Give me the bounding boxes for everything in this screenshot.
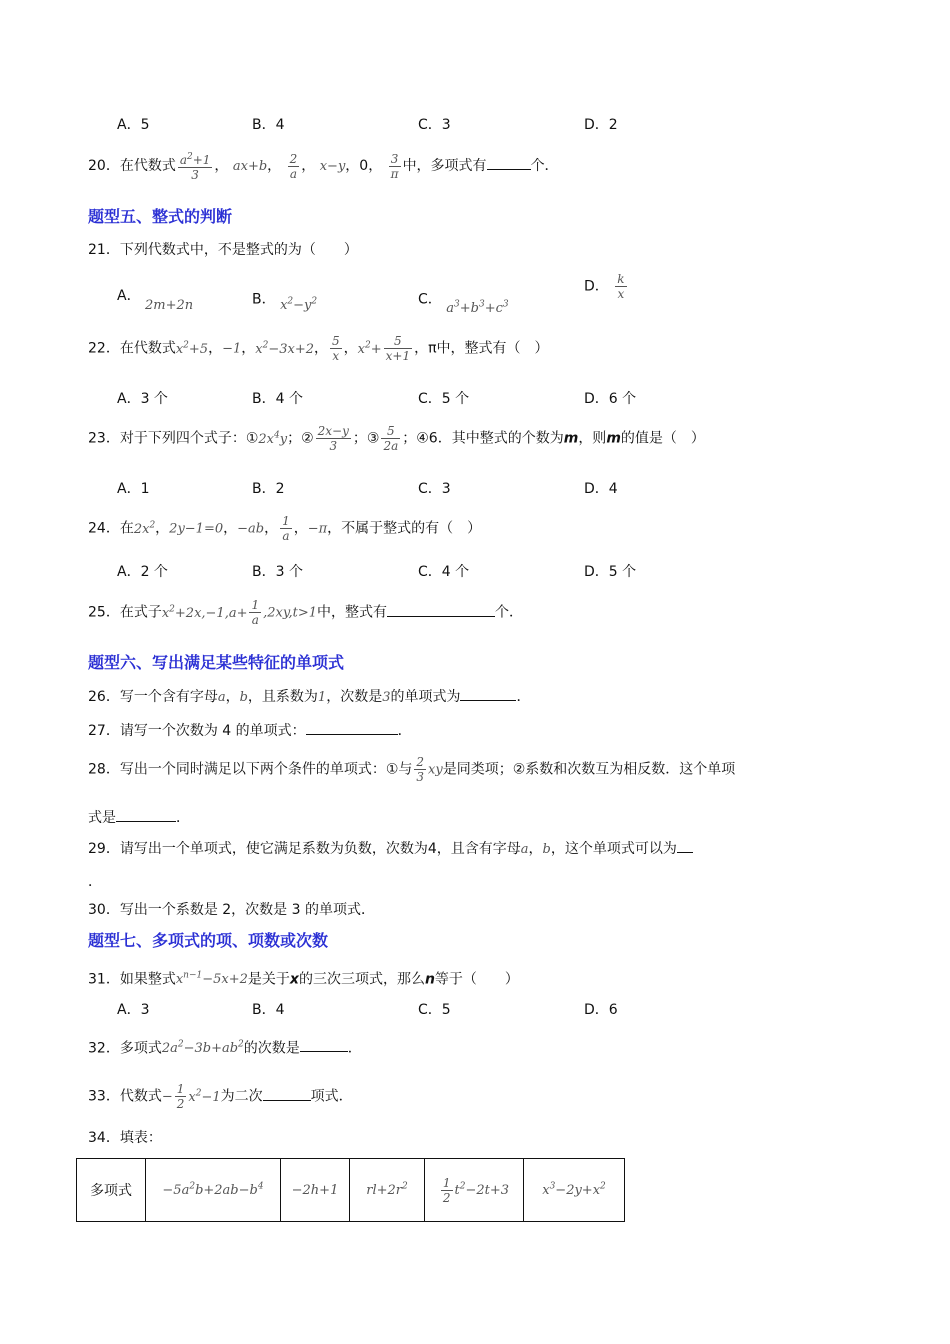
q31-option-a: A．3 — [117, 1002, 150, 1018]
q24-option-d: D．5 个 — [584, 564, 637, 580]
question-27: 27．请写一个次数为 4 的单项式： ． — [88, 720, 412, 741]
q21-option-c: C． $a^3+b^3+c^3$ — [418, 291, 509, 317]
question-30: 30．写出一个系数是 2，次数是 3 的单项式． — [88, 902, 375, 918]
q24-option-a: A．2 个 — [117, 564, 168, 580]
q19-option-d: D．2 — [584, 117, 618, 133]
table-cell: −2h+1 — [281, 1159, 350, 1222]
question-32: 32．多项式$2a^2-3b+ab^2$的次数是 ． — [88, 1035, 362, 1059]
q22-option-b: B．4 个 — [252, 391, 303, 407]
q24-option-b: B．3 个 — [252, 564, 303, 580]
question-29: 29．请写出一个单项式，使它满足系数为负数，次数为4，且含有字母a，b，这个单项式可以为 — [88, 838, 693, 860]
q31-option-d: D．6 — [584, 1002, 618, 1018]
question-28-line1: 28．写出一个同时满足以下两个条件的单项式：①与 $\frac{2}{3}$ xy是同类项；②系数和次数互为相反数．这个单项 — [88, 755, 736, 784]
table-header-cell: 多项式 — [77, 1159, 146, 1222]
q23-option-d: D．4 — [584, 481, 618, 497]
q23-option-a: A．1 — [117, 481, 150, 497]
table-cell: $x^3-2y+x^2$ — [524, 1159, 625, 1222]
q22-option-d: D．6 个 — [584, 391, 637, 407]
q22-option-a: A．3 个 — [117, 391, 168, 407]
table-cell: $rl+2r^2$ — [350, 1159, 425, 1222]
q31-option-b: B．4 — [252, 1002, 285, 1018]
question-23: 23．对于下列四个式子：$①2x^4y$；② $\frac{2x-y}{3}$ ；③ $\frac{5}{2a}$ ；④6．其中整式的个数为m，则m的值是（ ） — [88, 424, 705, 453]
question-34: 34．填表： — [88, 1130, 162, 1146]
question-21: 21．下列代数式中，不是整式的为（ ） — [88, 242, 358, 258]
question-20: 20．在代数式 $\frac{a^2+1}{3}$ ， ax+b， $\frac{2}{a}$ ， x−y，0， $\frac{3}{\pi}$ 中，多项式有 个． — [88, 151, 559, 182]
question-31: 31．如果整式$x^{n-1}-5x+2$是关于x的三次三项式，那么n等于（ ） — [88, 971, 519, 988]
q21-option-d: D． $\frac{k}{x}$ — [584, 272, 625, 301]
polynomial-table — [76, 1158, 625, 1222]
question-28-line2: 式是 ． — [88, 807, 190, 828]
q21-option-a: A． 2m+2n — [117, 288, 194, 313]
section-6-heading: 题型六、写出满足某些特征的单项式 — [88, 653, 345, 672]
q24-option-c: C．4 个 — [418, 564, 470, 580]
q19-option-c: C．3 — [418, 117, 451, 133]
q19-option-a: A．5 — [117, 117, 150, 133]
section-7-heading: 题型七、多项式的项、项数或次数 — [88, 931, 329, 950]
question-25: 25．在式子$x^2+2x,-1,a+$ $\frac{1}{a}$ ,2xy,t>1中，整式有 个． — [88, 598, 523, 627]
q23-option-c: C．3 — [418, 481, 451, 497]
question-29-end: ． — [88, 874, 102, 890]
q31-option-c: C．5 — [418, 1002, 451, 1018]
q22-option-c: C．5 个 — [418, 391, 470, 407]
question-33: 33．代数式− $\frac{1}{2}$ $x^2-1$为二次 项式． — [88, 1082, 353, 1111]
q21-option-b: B． $x^2-y^2$ — [252, 291, 318, 314]
question-24: 24．在$2x^2$，2y−1=0，−ab， $\frac{1}{a}$ ，−π，不属于整式的有（ ） — [88, 514, 482, 543]
table-cell: $-5a^2b+2ab-b^4$ — [146, 1159, 281, 1222]
table-cell: $\frac{1}{2}$ $t^2-2t+3$ — [425, 1159, 524, 1222]
q23-option-b: B．2 — [252, 481, 285, 497]
question-26: 26．写一个含有字母a，b，且系数为1，次数是3的单项式为 ． — [88, 686, 530, 708]
section-5-heading: 题型五、整式的判断 — [88, 207, 233, 226]
q19-option-b: B．4 — [252, 117, 285, 133]
question-22: 22．在代数式$x^2+5$，−1，$x^2-3x+2$， $\frac{5}{x}$ ，$x^2+$ $\frac{5}{x+1}$ ，π中，整式有（ ） — [88, 334, 549, 363]
